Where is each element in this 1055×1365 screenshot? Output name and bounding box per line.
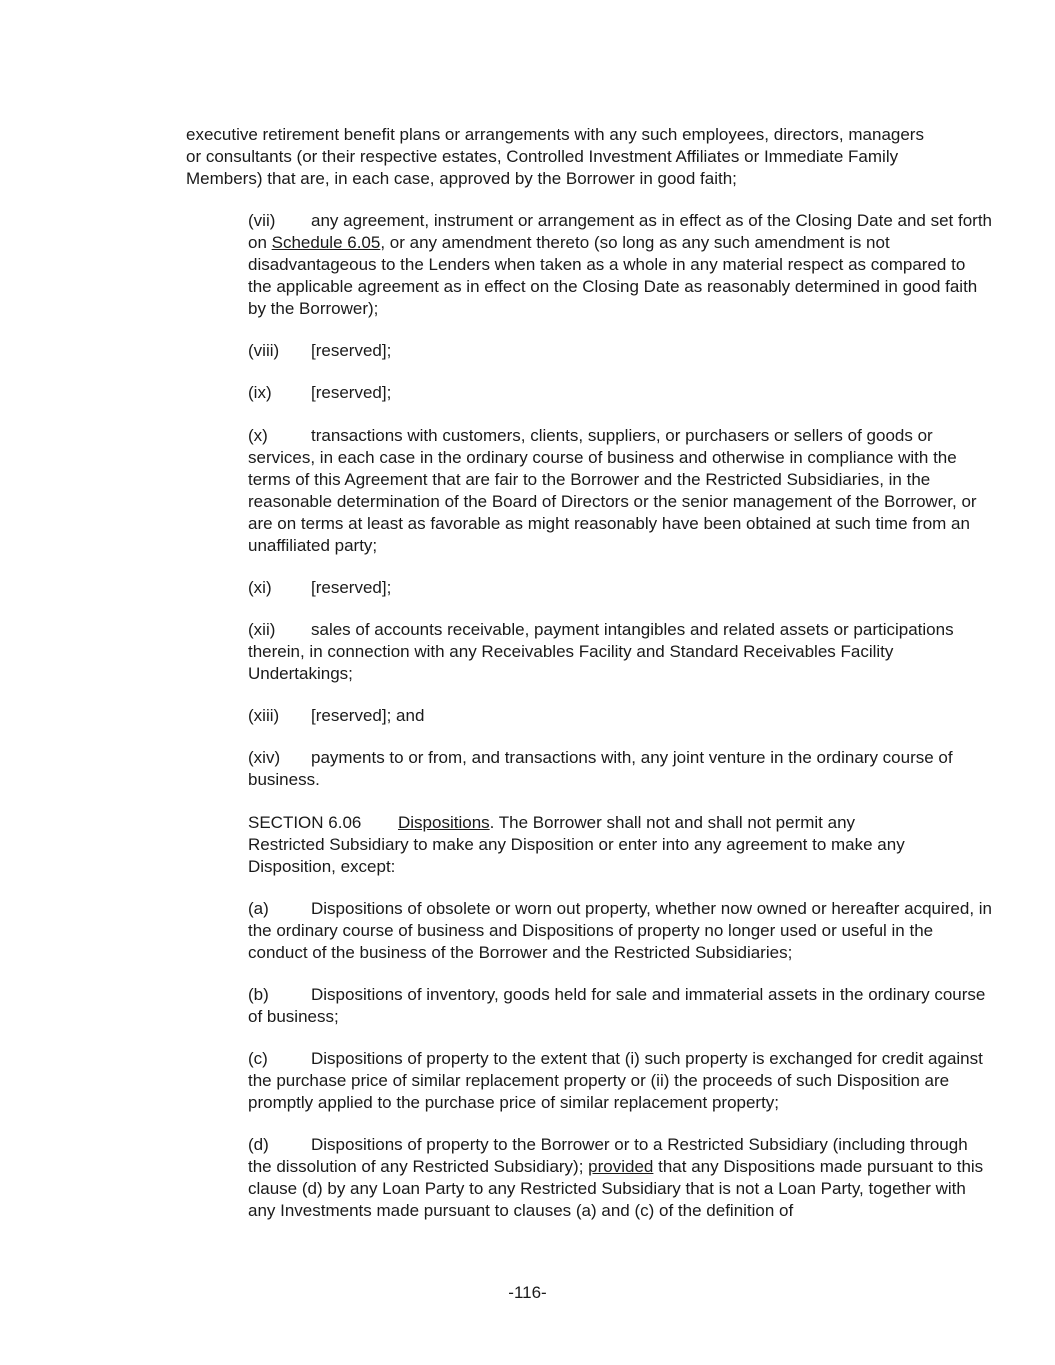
item-label: (xi) bbox=[248, 578, 272, 597]
schedule-reference: Schedule 6.05 bbox=[271, 233, 381, 252]
item-xiii: (xiii) [reserved]; and bbox=[248, 706, 425, 725]
item-label: (vii) bbox=[248, 211, 276, 230]
provided-term: provided bbox=[588, 1157, 654, 1176]
clause-d: (d) Dispositions of property to the Borrower or to a Restricted Subsidiary (including through the dissolution of any Restricted Subsidiary); provided that any Dispositions made pursuant to this clause (d) by any Loan Party to any Restricted Subsidiary that is not a Loan Party, together with any Investments made pursuant to clauses (a) and (c) of the definition of bbox=[248, 1135, 984, 1220]
item-xiv: (xiv) payments to or from, and transactions with, any joint venture in the ordinary course of business. bbox=[248, 748, 953, 789]
item-ix: (ix) [reserved]; bbox=[248, 383, 392, 402]
clause-b: (b) Dispositions of inventory, goods held for sale and immaterial assets in the ordinary course of business; bbox=[248, 985, 986, 1026]
item-label: (xiv) bbox=[248, 748, 281, 767]
clause-a: (a) Dispositions of obsolete or worn out property, whether now owned or hereafter acquired, in the ordinary course of business and Dispositions of property no longer used or useful in the conduct of the business of the Borrower and the Restricted Subsidiaries; bbox=[248, 899, 993, 962]
section-body: . The Borrower shall not and shall not permit any Restricted Subsidiary to make any Disposition or enter into any agreement to make any Disposition, except: bbox=[248, 813, 905, 876]
page-number: -116- bbox=[508, 1283, 547, 1302]
item-vii: (vii) any agreement, instrument or arrangement as in effect as of the Closing Date and set forth on Schedule 6.05, or any amendment thereto (so long as any such amendment is not disadvantageous to the Lenders when taken as a whole in any material respect as compared to the applicable agreement as in effect on the Closing Date as reasonably determined in good faith by the Borrower); bbox=[248, 211, 993, 318]
item-label: (xii) bbox=[248, 620, 276, 639]
item-label: (xiii) bbox=[248, 706, 280, 725]
section-title: Dispositions bbox=[398, 813, 490, 832]
clause-label: (c) bbox=[248, 1049, 268, 1068]
clause-label: (b) bbox=[248, 985, 269, 1004]
item-viii: (viii) [reserved]; bbox=[248, 341, 392, 360]
item-x: (x) transactions with customers, clients, suppliers, or purchasers or sellers of goods or services, in each case in the ordinary course of business and otherwise in compliance with the terms of this Agreement that are fair to the Borrower and the Restricted Subsidiaries, in the reasonable determination of the Board of Directors or the senior management of the Borrower, or are on terms at least as favorable as might reasonably have been obtained at such time from an unaffiliated party; bbox=[248, 426, 977, 555]
clause-label: (a) bbox=[248, 899, 269, 918]
section-number: SECTION 6.06 bbox=[248, 813, 362, 832]
item-label: (viii) bbox=[248, 341, 280, 360]
clause-c: (c) Dispositions of property to the extent that (i) such property is exchanged for credit against the purchase price of similar replacement property or (ii) the proceeds of such Disposition are promptly applied to the purchase price of similar replacement property; bbox=[248, 1049, 983, 1112]
section-6-06 bbox=[124, 812, 931, 878]
item-label: (ix) bbox=[248, 383, 272, 402]
clause-label: (d) bbox=[248, 1135, 269, 1154]
item-label: (x) bbox=[248, 426, 268, 445]
intro-paragraph: executive retirement benefit plans or arrangements with any such employees, directors, managers or consultants (or their respective estates, Controlled Investment Affiliates or Immediate Family Members) that are, in each case, approved by the Borrower in good faith; bbox=[186, 125, 924, 188]
item-xii: (xii) sales of accounts receivable, payment intangibles and related assets or participations therein, in connection with any Receivables Facility and Standard Receivables Facility Undertakings; bbox=[248, 620, 954, 683]
item-xi: (xi) [reserved]; bbox=[248, 578, 392, 597]
